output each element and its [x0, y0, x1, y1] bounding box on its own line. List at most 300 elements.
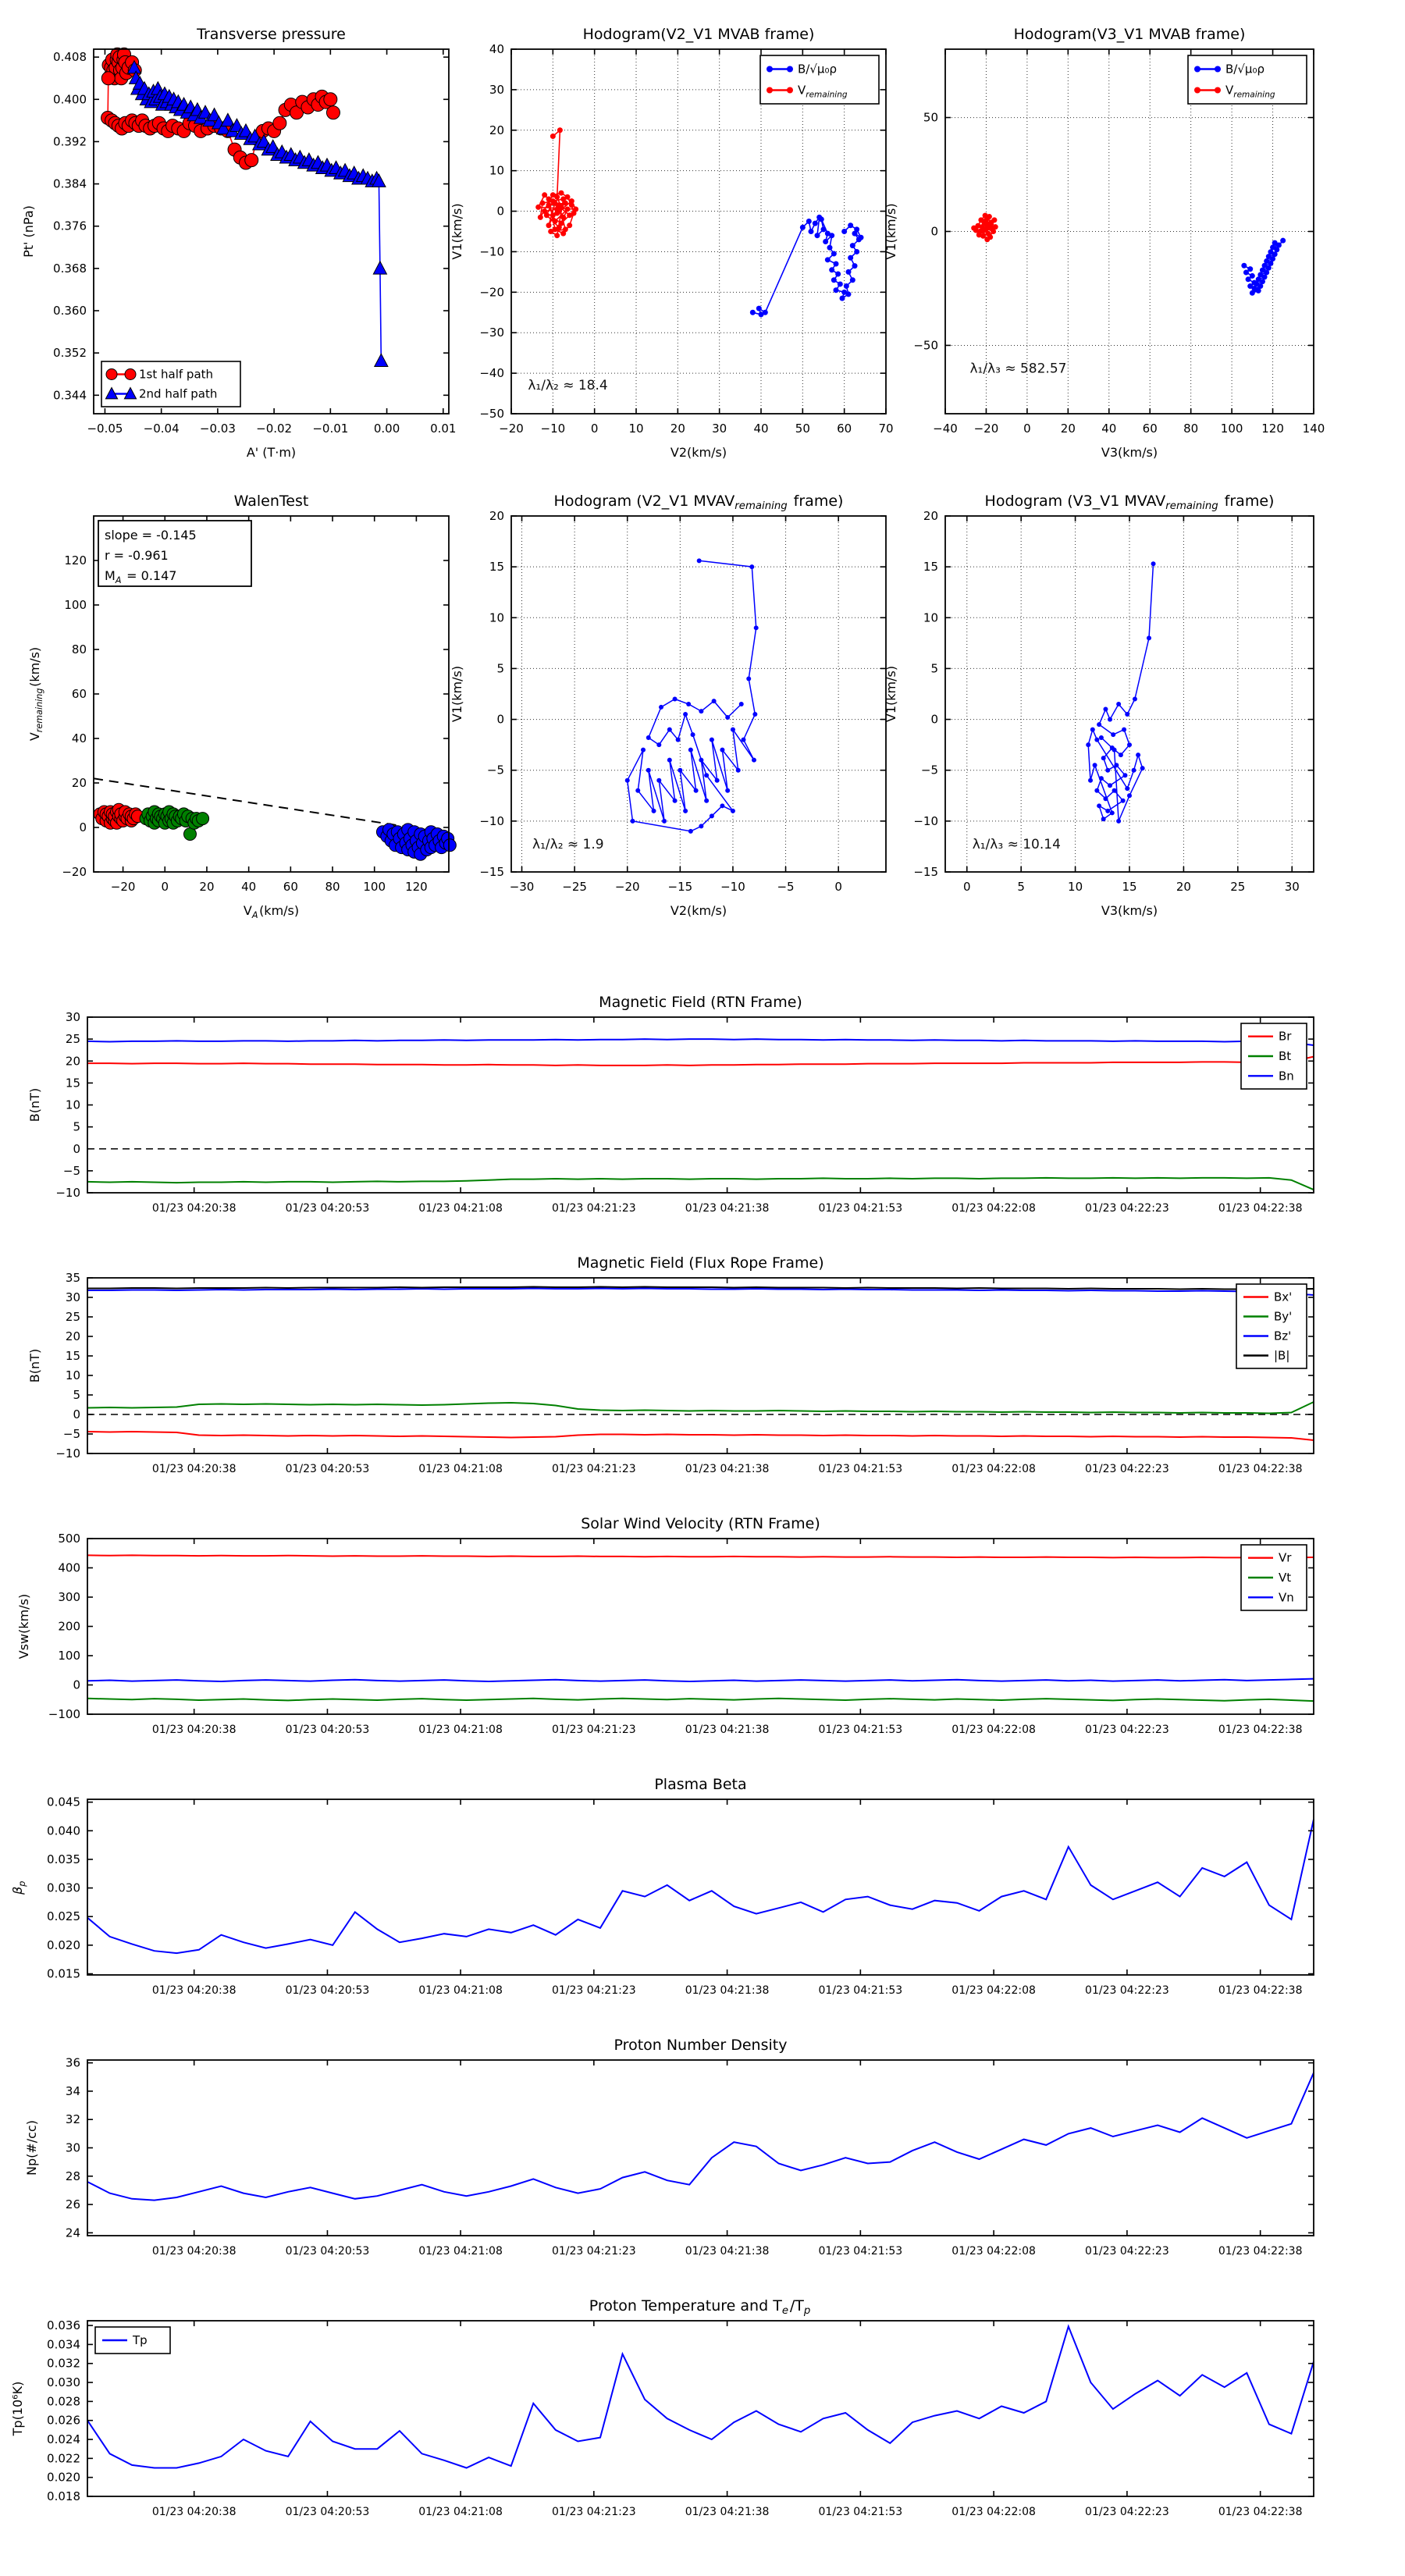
svg-text:60: 60 [71, 687, 87, 701]
svg-text:−0.05: −0.05 [87, 422, 123, 436]
svg-text:Br: Br [1279, 1029, 1292, 1044]
svg-text:−30: −30 [479, 326, 504, 340]
svg-text:Bn: Bn [1279, 1069, 1294, 1083]
svg-text:−5: −5 [486, 763, 504, 777]
panel-walen-test [27, 493, 456, 920]
y-axis-label: V1(km/s) [450, 665, 464, 723]
svg-text:−10: −10 [479, 813, 504, 828]
svg-text:01/23 04:20:53: 01/23 04:20:53 [285, 1463, 370, 1475]
svg-text:01/23 04:21:08: 01/23 04:21:08 [418, 1463, 503, 1475]
series-Tp [87, 2326, 1314, 2467]
svg-text:32: 32 [65, 2112, 80, 2127]
svg-text:10: 10 [628, 422, 644, 436]
svg-text:15: 15 [489, 560, 504, 575]
svg-text:0.360: 0.360 [53, 304, 87, 318]
svg-text:10: 10 [489, 163, 504, 178]
svg-text:01/23 04:20:38: 01/23 04:20:38 [151, 1463, 237, 1475]
svg-text:01/23 04:21:38: 01/23 04:21:38 [685, 1202, 770, 1215]
svg-text:01/23 04:22:23: 01/23 04:22:23 [1085, 2245, 1169, 2258]
svg-text:01/23 04:20:38: 01/23 04:20:38 [151, 1724, 237, 1736]
svg-text:−10: −10 [55, 1446, 80, 1461]
svg-text:10: 10 [489, 610, 504, 625]
svg-text:20: 20 [923, 509, 938, 523]
svg-text:01/23 04:22:08: 01/23 04:22:08 [951, 2506, 1036, 2518]
svg-text:30: 30 [712, 422, 727, 436]
svg-text:−10: −10 [540, 422, 566, 436]
svg-text:60: 60 [837, 422, 852, 436]
panel-proton-density [24, 2037, 1314, 2258]
svg-text:Bx': Bx' [1274, 1290, 1293, 1304]
svg-text:0.030: 0.030 [47, 2375, 80, 2390]
svg-text:20: 20 [65, 1054, 80, 1069]
svg-text:100: 100 [1220, 422, 1243, 436]
svg-text:B/√μ₀ρ: B/√μ₀ρ [798, 62, 837, 76]
svg-text:50: 50 [795, 422, 810, 436]
annotation: λ₁/λ₂ ≈ 18.4 [528, 377, 608, 393]
svg-text:0.032: 0.032 [47, 2356, 80, 2371]
svg-text:0.01: 0.01 [430, 422, 457, 436]
svg-text:01/23 04:20:38: 01/23 04:20:38 [151, 1984, 237, 1997]
svg-text:01/23 04:22:23: 01/23 04:22:23 [1085, 1724, 1169, 1736]
svg-text:−20: −20 [614, 880, 640, 894]
svg-text:100: 100 [363, 880, 386, 894]
svg-text:0.030: 0.030 [47, 1880, 80, 1895]
svg-text:120: 120 [64, 553, 87, 568]
svg-text:r = -0.961: r = -0.961 [105, 548, 169, 563]
svg-text:40: 40 [489, 42, 504, 56]
svg-text:400: 400 [58, 1560, 80, 1575]
svg-text:01/23 04:21:38: 01/23 04:21:38 [685, 2506, 770, 2518]
svg-text:0: 0 [79, 820, 87, 834]
legend [1236, 1284, 1307, 1368]
series-markers-cluster-2 [140, 806, 208, 841]
svg-text:28: 28 [65, 2169, 80, 2183]
annotation: λ₁/λ₂ ≈ 1.9 [532, 837, 604, 853]
svg-text:Bt: Bt [1279, 1049, 1292, 1063]
series-markers-B/sqrt(mu0 rho) [1241, 238, 1286, 296]
svg-text:−50: −50 [479, 407, 504, 421]
svg-text:01/23 04:20:38: 01/23 04:20:38 [151, 1202, 237, 1215]
svg-text:100: 100 [64, 598, 87, 612]
svg-text:01/23 04:20:53: 01/23 04:20:53 [285, 2506, 370, 2518]
series-Br [87, 1057, 1314, 1066]
svg-text:50: 50 [923, 110, 938, 125]
y-axis-label: Np(#/cc) [24, 2120, 39, 2176]
y-axis-label: Pt' (nPa) [21, 205, 36, 258]
svg-text:01/23 04:20:53: 01/23 04:20:53 [285, 1202, 370, 1215]
svg-text:−5: −5 [62, 1163, 80, 1178]
svg-text:10: 10 [1068, 880, 1083, 894]
svg-text:01/23 04:21:23: 01/23 04:21:23 [551, 1724, 636, 1736]
svg-text:01/23 04:20:53: 01/23 04:20:53 [285, 1984, 370, 1997]
series-Vn [87, 1679, 1314, 1681]
svg-text:0.024: 0.024 [47, 2432, 80, 2447]
svg-text:120: 120 [405, 880, 428, 894]
svg-text:−0.01: −0.01 [312, 422, 349, 436]
svg-text:140: 140 [1302, 422, 1325, 436]
svg-text:−10: −10 [55, 1186, 80, 1200]
svg-text:Vr: Vr [1279, 1550, 1292, 1565]
svg-text:26: 26 [65, 2197, 80, 2212]
panel-title: WalenTest [233, 493, 309, 510]
series-markers-V remaining [535, 127, 578, 238]
svg-text:80: 80 [1183, 422, 1199, 436]
svg-text:0.020: 0.020 [47, 2470, 80, 2485]
svg-text:30: 30 [489, 82, 504, 97]
svg-text:01/23 04:22:23: 01/23 04:22:23 [1085, 1202, 1169, 1215]
svg-text:0: 0 [962, 880, 971, 894]
svg-text:−40: −40 [933, 422, 958, 436]
svg-text:5: 5 [73, 1119, 80, 1134]
annotation: λ₁/λ₃ ≈ 10.14 [972, 837, 1061, 853]
svg-text:300: 300 [58, 1590, 80, 1604]
svg-text:01/23 04:21:38: 01/23 04:21:38 [685, 2245, 770, 2258]
series-By' [87, 1402, 1314, 1414]
svg-text:−10: −10 [720, 880, 745, 894]
svg-text:200: 200 [58, 1619, 80, 1634]
svg-text:0: 0 [496, 204, 504, 219]
svg-text:0: 0 [590, 422, 599, 436]
svg-text:−20: −20 [479, 285, 504, 300]
panel-proton-temp [10, 2297, 1314, 2518]
svg-text:01/23 04:21:23: 01/23 04:21:23 [551, 2506, 636, 2518]
svg-text:20: 20 [489, 509, 504, 523]
panel-hodogram-v3v1-mvav [884, 493, 1314, 918]
svg-text:30: 30 [1284, 880, 1300, 894]
panel-hodogram-v2v1-mvav [450, 493, 886, 918]
legend [95, 2327, 170, 2354]
series-Bn [87, 1039, 1314, 1045]
svg-text:0: 0 [161, 880, 169, 894]
series-markers-hodogram path [1086, 561, 1155, 824]
y-axis-label: V1(km/s) [884, 665, 898, 723]
svg-text:15: 15 [65, 1076, 80, 1091]
svg-text:01/23 04:22:38: 01/23 04:22:38 [1218, 2506, 1303, 2518]
series-markers-hodogram path [625, 558, 759, 834]
svg-text:2nd half path: 2nd half path [139, 386, 218, 401]
svg-text:0.408: 0.408 [53, 50, 87, 65]
svg-text:0.392: 0.392 [53, 134, 87, 149]
svg-text:01/23 04:21:08: 01/23 04:21:08 [418, 1724, 503, 1736]
x-axis-label: V2(km/s) [670, 445, 727, 460]
svg-text:01/23 04:22:23: 01/23 04:22:23 [1085, 1984, 1169, 1997]
axes-border [87, 2321, 1314, 2496]
svg-text:34: 34 [65, 2083, 80, 2098]
annotation: λ₁/λ₃ ≈ 582.57 [969, 361, 1067, 377]
panel-hodogram-v3v1-mvab [884, 26, 1325, 460]
svg-text:−10: −10 [479, 244, 504, 259]
svg-text:30: 30 [65, 1290, 80, 1304]
svg-text:−15: −15 [667, 880, 693, 894]
svg-text:40: 40 [1101, 422, 1117, 436]
panel-mag-rtn [27, 994, 1314, 1215]
svg-text:15: 15 [65, 1349, 80, 1363]
svg-text:120: 120 [1261, 422, 1284, 436]
svg-text:Tp: Tp [133, 2333, 148, 2347]
svg-text:15: 15 [1122, 880, 1137, 894]
svg-text:0.020: 0.020 [47, 1937, 80, 1952]
svg-text:−20: −20 [973, 422, 999, 436]
svg-text:15: 15 [923, 560, 938, 575]
panel-title: Magnetic Field (RTN Frame) [599, 994, 802, 1011]
y-axis-label: Vsw(km/s) [16, 1593, 31, 1660]
svg-text:80: 80 [71, 642, 87, 656]
svg-text:−5: −5 [920, 763, 938, 777]
svg-text:−50: −50 [913, 338, 938, 353]
svg-text:0.368: 0.368 [53, 261, 87, 276]
svg-text:30: 30 [65, 2140, 80, 2155]
svg-text:25: 25 [65, 1310, 80, 1324]
svg-text:0.045: 0.045 [47, 1795, 80, 1809]
series-Vr [87, 1555, 1314, 1557]
svg-text:25: 25 [1230, 880, 1246, 894]
svg-text:Vt: Vt [1279, 1571, 1292, 1585]
svg-text:20: 20 [65, 1329, 80, 1343]
svg-text:−5: −5 [62, 1427, 80, 1441]
svg-text:01/23 04:22:38: 01/23 04:22:38 [1218, 2245, 1303, 2258]
svg-text:01/23 04:21:23: 01/23 04:21:23 [551, 1202, 636, 1215]
svg-text:Vremaining: $V_{remaining}$ [1225, 83, 1275, 100]
panel-title: Hodogram (V2_V1 $MVAV_{remaining}$ frame) [553, 493, 844, 512]
legend [1241, 1023, 1307, 1089]
panel-mag-fluxrope [27, 1254, 1314, 1475]
legend [1188, 55, 1307, 104]
svg-text:slope = -0.145: slope = -0.145 [105, 528, 197, 543]
svg-text:−5: −5 [777, 880, 795, 894]
svg-text:0.022: 0.022 [47, 2451, 80, 2466]
svg-text:0: 0 [1023, 422, 1031, 436]
svg-text:01/23 04:21:53: 01/23 04:21:53 [818, 2506, 903, 2518]
svg-text:36: 36 [65, 2055, 80, 2070]
svg-text:B/√μ₀ρ: B/√μ₀ρ [1225, 62, 1264, 76]
svg-text:5: 5 [496, 661, 504, 676]
axes-border [87, 1017, 1314, 1193]
panel-plasma-beta [10, 1776, 1314, 1997]
svg-text:0.025: 0.025 [47, 1909, 80, 1924]
x-axis-label: V3(km/s) [1101, 445, 1158, 460]
svg-text:0: 0 [930, 224, 938, 239]
svg-text:20: 20 [71, 776, 87, 790]
axes-border [87, 2060, 1314, 2236]
svg-text:01/23 04:22:38: 01/23 04:22:38 [1218, 1724, 1303, 1736]
svg-text:20: 20 [670, 422, 685, 436]
panel-title: Magnetic Field (Flux Rope Frame) [577, 1254, 824, 1272]
series-hodogram path [1088, 564, 1153, 821]
svg-text:01/23 04:21:08: 01/23 04:21:08 [418, 2506, 503, 2518]
svg-text:01/23 04:22:38: 01/23 04:22:38 [1218, 1984, 1303, 1997]
svg-text:01/23 04:21:38: 01/23 04:21:38 [685, 1463, 770, 1475]
svg-text:01/23 04:22:08: 01/23 04:22:08 [951, 1984, 1036, 1997]
panel-title: Proton Temperature and $T_e$ $/T_p$ [589, 2297, 811, 2317]
axes-border [87, 1539, 1314, 1714]
svg-text:0.384: 0.384 [53, 176, 87, 191]
svg-text:−20: −20 [499, 422, 524, 436]
y-axis-label: Tp(10⁶K) [10, 2381, 25, 2436]
y-axis-label: V1(km/s) [450, 203, 464, 260]
svg-text:01/23 04:22:38: 01/23 04:22:38 [1218, 1463, 1303, 1475]
svg-text:−20: −20 [110, 880, 136, 894]
panel-title: Transverse pressure [197, 26, 346, 43]
series-Vt [87, 1699, 1314, 1701]
svg-text:20: 20 [199, 880, 215, 894]
axes-border [87, 1278, 1314, 1453]
svg-text:Vremaining: $V_{remaining}$ [798, 83, 848, 100]
series-beta p [87, 1820, 1314, 1953]
svg-text:Vn: Vn [1279, 1590, 1294, 1605]
svg-text:35: 35 [65, 1271, 80, 1285]
svg-text:0.035: 0.035 [47, 1852, 80, 1866]
svg-text:80: 80 [325, 880, 340, 894]
svg-text:0: 0 [834, 880, 842, 894]
svg-text:By': By' [1274, 1309, 1293, 1324]
y-axis-label: B(nT) [27, 1348, 42, 1383]
panel-title: Solar Wind Velocity (RTN Frame) [581, 1515, 820, 1532]
svg-text:−20: −20 [62, 865, 87, 879]
svg-text:0: 0 [73, 1141, 80, 1156]
svg-text:0: 0 [73, 1407, 80, 1421]
axes-border [511, 516, 886, 872]
legend [760, 55, 879, 104]
panel-title: Hodogram(V2_V1 MVAB frame) [582, 26, 815, 43]
series-Np [87, 2073, 1314, 2200]
panel-title: Plasma Beta [654, 1776, 747, 1793]
svg-text:40: 40 [753, 422, 769, 436]
x-axis-label: A' (T·m) [246, 445, 297, 460]
svg-text:−30: −30 [509, 880, 535, 894]
svg-text:20: 20 [1060, 422, 1076, 436]
svg-text:1st half path: 1st half path [139, 367, 214, 382]
svg-text:01/23 04:21:53: 01/23 04:21:53 [818, 1202, 903, 1215]
panel-transverse-pressure [21, 26, 456, 460]
svg-text:01/23 04:21:08: 01/23 04:21:08 [418, 2245, 503, 2258]
svg-text:10: 10 [65, 1368, 80, 1382]
svg-text:0.352: 0.352 [53, 346, 87, 361]
svg-text:0: 0 [496, 712, 504, 727]
svg-text:01/23 04:21:53: 01/23 04:21:53 [818, 1984, 903, 1997]
svg-text:01/23 04:21:53: 01/23 04:21:53 [818, 1724, 903, 1736]
svg-text:60: 60 [1142, 422, 1158, 436]
svg-text:20: 20 [1176, 880, 1191, 894]
svg-text:MA = 0.147: $M_A$ = 0.147 [105, 568, 177, 585]
svg-text:500: 500 [58, 1532, 80, 1546]
x-axis-label: V2(km/s) [670, 903, 727, 918]
svg-text:01/23 04:20:38: 01/23 04:20:38 [151, 2506, 237, 2518]
series-hodogram path [628, 560, 756, 831]
svg-text:0.376: 0.376 [53, 219, 87, 233]
svg-text:01/23 04:21:38: 01/23 04:21:38 [685, 1724, 770, 1736]
svg-text:01/23 04:22:23: 01/23 04:22:23 [1085, 1463, 1169, 1475]
svg-text:−15: −15 [913, 865, 938, 879]
svg-text:Bz': Bz' [1274, 1329, 1292, 1343]
svg-text:01/23 04:20:53: 01/23 04:20:53 [285, 2245, 370, 2258]
svg-text:0.026: 0.026 [47, 2413, 80, 2428]
panel-hodogram-v2v1-mvab [450, 26, 894, 460]
svg-text:0.344: 0.344 [53, 388, 87, 403]
series-Bx' [87, 1432, 1314, 1440]
svg-text:01/23 04:21:08: 01/23 04:21:08 [418, 1984, 503, 1997]
legend [101, 361, 240, 407]
svg-text:10: 10 [923, 610, 938, 625]
svg-text:01/23 04:22:08: 01/23 04:22:08 [951, 1463, 1036, 1475]
svg-text:0.400: 0.400 [53, 92, 87, 107]
svg-text:25: 25 [65, 1032, 80, 1047]
series-markers-2nd half path [127, 61, 387, 367]
series-Bt [87, 1178, 1314, 1190]
svg-text:0: 0 [930, 712, 938, 727]
svg-text:01/23 04:22:08: 01/23 04:22:08 [951, 1724, 1036, 1736]
svg-text:0.018: 0.018 [47, 2489, 80, 2503]
x-axis-label: $V_A$ (km/s) [243, 903, 300, 920]
svg-text:01/23 04:22:08: 01/23 04:22:08 [951, 2245, 1036, 2258]
y-axis-label: $V_{remaining}$ (km/s) [27, 646, 44, 742]
svg-text:−15: −15 [479, 865, 504, 879]
svg-text:01/23 04:20:38: 01/23 04:20:38 [151, 2245, 237, 2258]
svg-text:−25: −25 [562, 880, 587, 894]
svg-text:0.015: 0.015 [47, 1966, 80, 1981]
svg-text:01/23 04:22:08: 01/23 04:22:08 [951, 1202, 1036, 1215]
svg-text:|B|: |B| [1274, 1348, 1290, 1363]
series-markers-cluster-1 [94, 803, 144, 829]
svg-text:−0.02: −0.02 [256, 422, 293, 436]
svg-text:−100: −100 [48, 1707, 80, 1721]
legend [1241, 1545, 1307, 1610]
svg-text:01/23 04:21:38: 01/23 04:21:38 [685, 1984, 770, 1997]
svg-text:5: 5 [73, 1388, 80, 1402]
svg-text:01/23 04:22:23: 01/23 04:22:23 [1085, 2506, 1169, 2518]
stats-box [98, 521, 251, 586]
panel-title: Hodogram (V3_V1 $MVAV_{remaining}$ frame) [984, 493, 1275, 512]
svg-text:30: 30 [65, 1010, 80, 1024]
series-markers-cluster-3 [376, 824, 456, 860]
svg-text:01/23 04:21:23: 01/23 04:21:23 [551, 1984, 636, 1997]
series-markers-V remaining [971, 213, 998, 243]
svg-text:40: 40 [241, 880, 257, 894]
svg-text:−0.04: −0.04 [143, 422, 180, 436]
svg-text:−0.03: −0.03 [199, 422, 236, 436]
svg-text:01/23 04:21:08: 01/23 04:21:08 [418, 1202, 503, 1215]
svg-text:01/23 04:20:53: 01/23 04:20:53 [285, 1724, 370, 1736]
svg-text:100: 100 [58, 1649, 80, 1663]
svg-text:0: 0 [73, 1678, 80, 1692]
svg-text:0.00: 0.00 [373, 422, 400, 436]
svg-text:01/23 04:22:38: 01/23 04:22:38 [1218, 1202, 1303, 1215]
svg-text:24: 24 [65, 2226, 80, 2240]
svg-text:10: 10 [65, 1098, 80, 1112]
svg-text:01/23 04:21:23: 01/23 04:21:23 [551, 1463, 636, 1475]
svg-text:01/23 04:21:23: 01/23 04:21:23 [551, 2245, 636, 2258]
svg-text:−10: −10 [913, 813, 938, 828]
svg-text:20: 20 [489, 123, 504, 137]
y-axis-label: B(nT) [27, 1087, 42, 1123]
svg-text:5: 5 [1017, 880, 1025, 894]
axes-border [87, 1799, 1314, 1975]
panel-title: Proton Number Density [614, 2037, 788, 2054]
svg-text:01/23 04:21:53: 01/23 04:21:53 [818, 2245, 903, 2258]
svg-text:60: 60 [283, 880, 298, 894]
svg-text:0.034: 0.034 [47, 2337, 80, 2352]
svg-text:01/23 04:21:53: 01/23 04:21:53 [818, 1463, 903, 1475]
panel-title: Hodogram(V3_V1 MVAB frame) [1013, 26, 1246, 43]
svg-text:5: 5 [930, 661, 938, 676]
svg-text:−40: −40 [479, 366, 504, 381]
svg-text:40: 40 [71, 731, 87, 745]
svg-text:0.028: 0.028 [47, 2394, 80, 2409]
svg-text:70: 70 [878, 422, 894, 436]
y-axis-label: $\beta_p$ [10, 1880, 27, 1895]
svg-text:0.040: 0.040 [47, 1823, 80, 1838]
svg-text:0.036: 0.036 [47, 2318, 80, 2333]
panel-vsw-rtn [16, 1515, 1314, 1736]
